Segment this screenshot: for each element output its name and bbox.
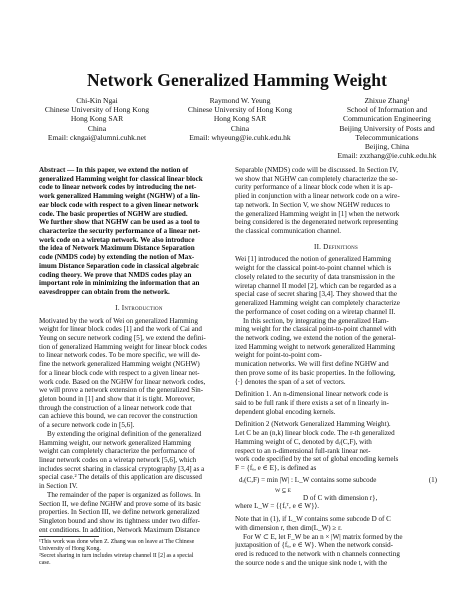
text-line: being considered is the degenerated network representing bbox=[235, 218, 399, 227]
text-line: ized Hamming weight to network generalized Hamming bbox=[235, 342, 395, 351]
text-line: through the construction of a linear network code that bbox=[39, 403, 192, 412]
author-line: Beijing University of Posts and bbox=[339, 123, 435, 133]
abstract-line: Abstract — In this paper, we extend the notion of bbox=[39, 166, 189, 174]
author-line: Raymond W. Yeung bbox=[209, 96, 271, 105]
abstract-line: code to linear network codes by introducing the net- bbox=[39, 183, 197, 192]
equation-continuation: D of C with dimension r}, bbox=[303, 493, 378, 502]
text-line: Let C be an (n,k) linear block code. The r-th generalized bbox=[235, 429, 395, 438]
text-line: then prove some of its basic properties. In the following, bbox=[235, 368, 396, 377]
footnote-line: University of Hong Kong. bbox=[39, 546, 101, 553]
text-line: of a secure network code in [5,6]. bbox=[39, 421, 135, 430]
text-line: we will prove a network extension of the generalized Sin- bbox=[39, 386, 204, 395]
intro-paragraph-1 bbox=[39, 317, 239, 491]
author-line: China bbox=[230, 123, 250, 133]
abstract-line: generalized Hamming weight for classical linear block bbox=[39, 174, 203, 183]
text-line: dependent global encoding kernels. bbox=[235, 407, 336, 416]
definitions-paragraph-1 bbox=[235, 255, 437, 316]
text-line: in Section IV. bbox=[39, 482, 78, 491]
footnote-rule bbox=[39, 536, 99, 537]
text-line: work code. Based on the NGHW for linear network codes, bbox=[39, 377, 206, 386]
equation-body: dᵣ(C,F) = min |W| : L_W contains some subcode bbox=[239, 475, 377, 484]
text-line: weight for point-to-point com- bbox=[235, 351, 322, 360]
text-line: weight can completely characterize the performance of bbox=[39, 447, 195, 456]
text-line: Hamming weight of C, denoted by dᵣ(C,F), with bbox=[235, 437, 372, 446]
intro-paragraph-2 bbox=[39, 491, 239, 535]
abstract-line: the idea of Network Maximum Distance Separation bbox=[39, 244, 195, 253]
text-line: work code specified by the set of global encoding kernels bbox=[235, 455, 399, 464]
text-line: gleton bound in [1] and show that it is tight. Moreover, bbox=[39, 394, 195, 403]
abstract-line: coding theory. We prove that NMDS codes play an bbox=[39, 270, 192, 279]
text-line: curity performance of a linear block code when it is ap- bbox=[235, 183, 393, 192]
paper-title: Network Generalized Hamming Weight bbox=[86, 70, 388, 90]
section-heading-definitions: II. Definitions bbox=[314, 242, 358, 251]
text-line: can achieve this bound, we can recover the construction bbox=[39, 412, 198, 421]
text-line: special case.² The details of this application are discussed bbox=[39, 473, 202, 482]
definition-1 bbox=[235, 390, 437, 416]
text-line: F = {fₑ, e ∈ E}, is defined as bbox=[235, 464, 317, 472]
abstract-line: eavesdropper can obtain from the network. bbox=[39, 288, 170, 297]
text-line: fine the network generalized Hamming weight (NGHW) bbox=[39, 360, 200, 369]
text-line: ming weight for the classical point-to-point channel with bbox=[235, 325, 397, 334]
text-line: Wei [1] introduced the notion of generalized Hamming bbox=[235, 255, 392, 264]
text-line: tion of generalized Hamming weight for linear block codes bbox=[39, 342, 207, 351]
text-line: ent conditions. In addition, Network Maximum Distance bbox=[39, 525, 200, 534]
author-line: Hong Kong SAR bbox=[70, 114, 124, 124]
author-line: Telecommunications bbox=[355, 132, 419, 142]
text-line: the performance of coset coding on a wiretap channel II. bbox=[235, 307, 396, 316]
text-line: for a linear block code with respect to a given linear net- bbox=[39, 368, 200, 377]
abstract-line: imum Distance Separation code in classical algebraic bbox=[39, 261, 199, 270]
abstract-line: ear block code with respect to a given linear network bbox=[39, 200, 199, 209]
text-line: tap network. In Section V, we show NGHW reduces to bbox=[235, 200, 391, 209]
abstract-line: code. The basic properties of NGHW are studied. bbox=[39, 209, 188, 218]
author-line: Chi-Kin Ngai bbox=[76, 96, 118, 105]
abstract-line: We further show that NGHW can be used as a tool to bbox=[39, 218, 200, 227]
text-line: ⟨·⟩ denotes the span of a set of vectors. bbox=[235, 377, 346, 386]
text-line: Separable (NMDS) code will be discussed. In Section IV, bbox=[235, 166, 398, 174]
after-equation-paragraph bbox=[235, 515, 437, 567]
text-line: weight for the classical point-to-point channel which is bbox=[235, 264, 392, 273]
author-block-zhang bbox=[312, 96, 462, 160]
text-line: For W ⊂ E, let F_W be an n × |W| matrix formed by the bbox=[243, 532, 403, 541]
abstract-line: work generalized Hamming weight (NGHW) of a lin- bbox=[39, 192, 200, 201]
text-line: said to be full rank if there exists a set of n linearly in- bbox=[235, 398, 389, 407]
text-line: Section II, we define NGHW and prove some of its basic bbox=[39, 499, 201, 508]
footnote-line: ²Secret sharing in turn includes wiretap channel II [2] as a special bbox=[39, 553, 194, 560]
text-line: Definition 1. An n-dimensional linear network code is bbox=[235, 390, 389, 399]
author-line: Communication Engineering bbox=[343, 114, 431, 124]
equation-1 bbox=[235, 473, 437, 488]
right-column bbox=[235, 166, 437, 567]
author-email: Email: zxzhang@ie.cuhk.edu.hk bbox=[337, 151, 437, 161]
footnote-line: ¹This work was done when Z. Zhang was on leave at The Chinese bbox=[39, 539, 195, 546]
author-email: Email: whyeung@ie.cuhk.edu.hk bbox=[189, 132, 291, 142]
author-line: Hong Kong SAR bbox=[213, 114, 267, 124]
text-line: plied in conjunction with a linear network code on a wire- bbox=[235, 192, 400, 201]
abstract-line: important role in minimizing the information that an bbox=[39, 279, 200, 288]
abstract bbox=[39, 166, 239, 297]
text-line: with dimension r, then dim(L_W) ≥ r. bbox=[235, 523, 342, 532]
text-line: the classical communication channel. bbox=[235, 227, 341, 236]
author-email: Email: ckngai@alumni.cuhk.net bbox=[47, 132, 147, 142]
text-line: Hamming weight, our network generalized Hamming bbox=[39, 438, 192, 447]
text-line: Definition 2 (Network Generalized Hamming Weight). bbox=[235, 420, 391, 429]
text-line: closely related to the security of data transmission in the bbox=[235, 272, 395, 281]
text-line: the network coding, we extend the notion of the general- bbox=[235, 333, 396, 342]
definition-2 bbox=[235, 420, 437, 472]
text-line: includes secret sharing in classical cryptography [3,4] as a bbox=[39, 464, 205, 473]
text-line: linear network codes on a wiretap network [5,6], which bbox=[39, 456, 197, 464]
text-line: the source node s and the unique sink node t, with the bbox=[235, 558, 388, 567]
author-block-ngai bbox=[22, 96, 172, 142]
text-line: wiretap channel II model [2], which can be regarded as a bbox=[235, 281, 397, 290]
left-column bbox=[39, 166, 239, 567]
text-line: Motivated by the work of Wei on generalized Hamming bbox=[39, 316, 198, 325]
text-line: to linear network codes. To be more specific, we will de- bbox=[39, 351, 201, 360]
abstract-line: work code on a wiretap network. We also introduce bbox=[39, 235, 195, 244]
author-line: Beijing, China bbox=[364, 142, 410, 152]
footnotes bbox=[39, 539, 239, 567]
equation-number: (1) bbox=[428, 475, 437, 484]
equation-subscript: W ⊆ E bbox=[275, 487, 292, 494]
text-line: Note that in (1), if L_W contains some subcode D of C bbox=[235, 515, 391, 524]
text-line: we show that NGHW can completely characterize the se- bbox=[235, 174, 398, 183]
text-line: special case of secret sharing [3,4]. They showed that the bbox=[235, 290, 397, 299]
continuation-paragraph bbox=[235, 166, 437, 236]
equation-where: where L_W = ⟨{fₑᵀ, e ∈ W}⟩. bbox=[235, 502, 320, 511]
author-line: Zhixue Zhang¹ bbox=[364, 96, 410, 105]
author-line: China bbox=[87, 123, 107, 133]
text-line: generalized Hamming weight can completely characterize bbox=[235, 299, 400, 308]
text-line: ered is reduced to the network with n channels connecting bbox=[235, 550, 400, 559]
text-line: juxtaposition of {fₑ, e ∈ W}. When the network consid- bbox=[235, 541, 394, 550]
text-line: By extending the original definition of the generalized bbox=[47, 429, 202, 438]
text-line: In this section, by integrating the generalized Ham- bbox=[243, 316, 389, 325]
author-line: Chinese University of Hong Kong bbox=[187, 105, 293, 115]
text-line: Yeung on secure network coding [5], we extend the defini- bbox=[39, 333, 206, 342]
author-line: Chinese University of Hong Kong bbox=[44, 105, 150, 115]
text-line: The remainder of the paper is organized as follows. In bbox=[47, 490, 201, 499]
author-block-yeung bbox=[170, 96, 310, 142]
text-line: the generalized Hamming weight in [1] when the network bbox=[235, 209, 400, 218]
text-line: munication networks. We will first define NGHW and bbox=[235, 360, 389, 369]
author-line: School of Information and bbox=[346, 105, 428, 115]
text-line: properties. In Section III, we define network generalized bbox=[39, 508, 200, 517]
abstract-line: characterize the security performance of a linear net- bbox=[39, 227, 201, 236]
section-heading-introduction: I. Introduction bbox=[115, 303, 163, 312]
text-line: Singleton bound and show its tightness under two differ- bbox=[39, 517, 200, 526]
text-line: respect to an n-dimensional full-rank linear net- bbox=[235, 446, 371, 455]
text-line: weight for linear block codes [1] and the work of Cai and bbox=[39, 325, 202, 334]
definitions-paragraph-2 bbox=[235, 317, 437, 387]
abstract-line: code (NMDS code) by extending the notion of Max- bbox=[39, 253, 195, 262]
footnote-line: case. bbox=[39, 560, 51, 567]
